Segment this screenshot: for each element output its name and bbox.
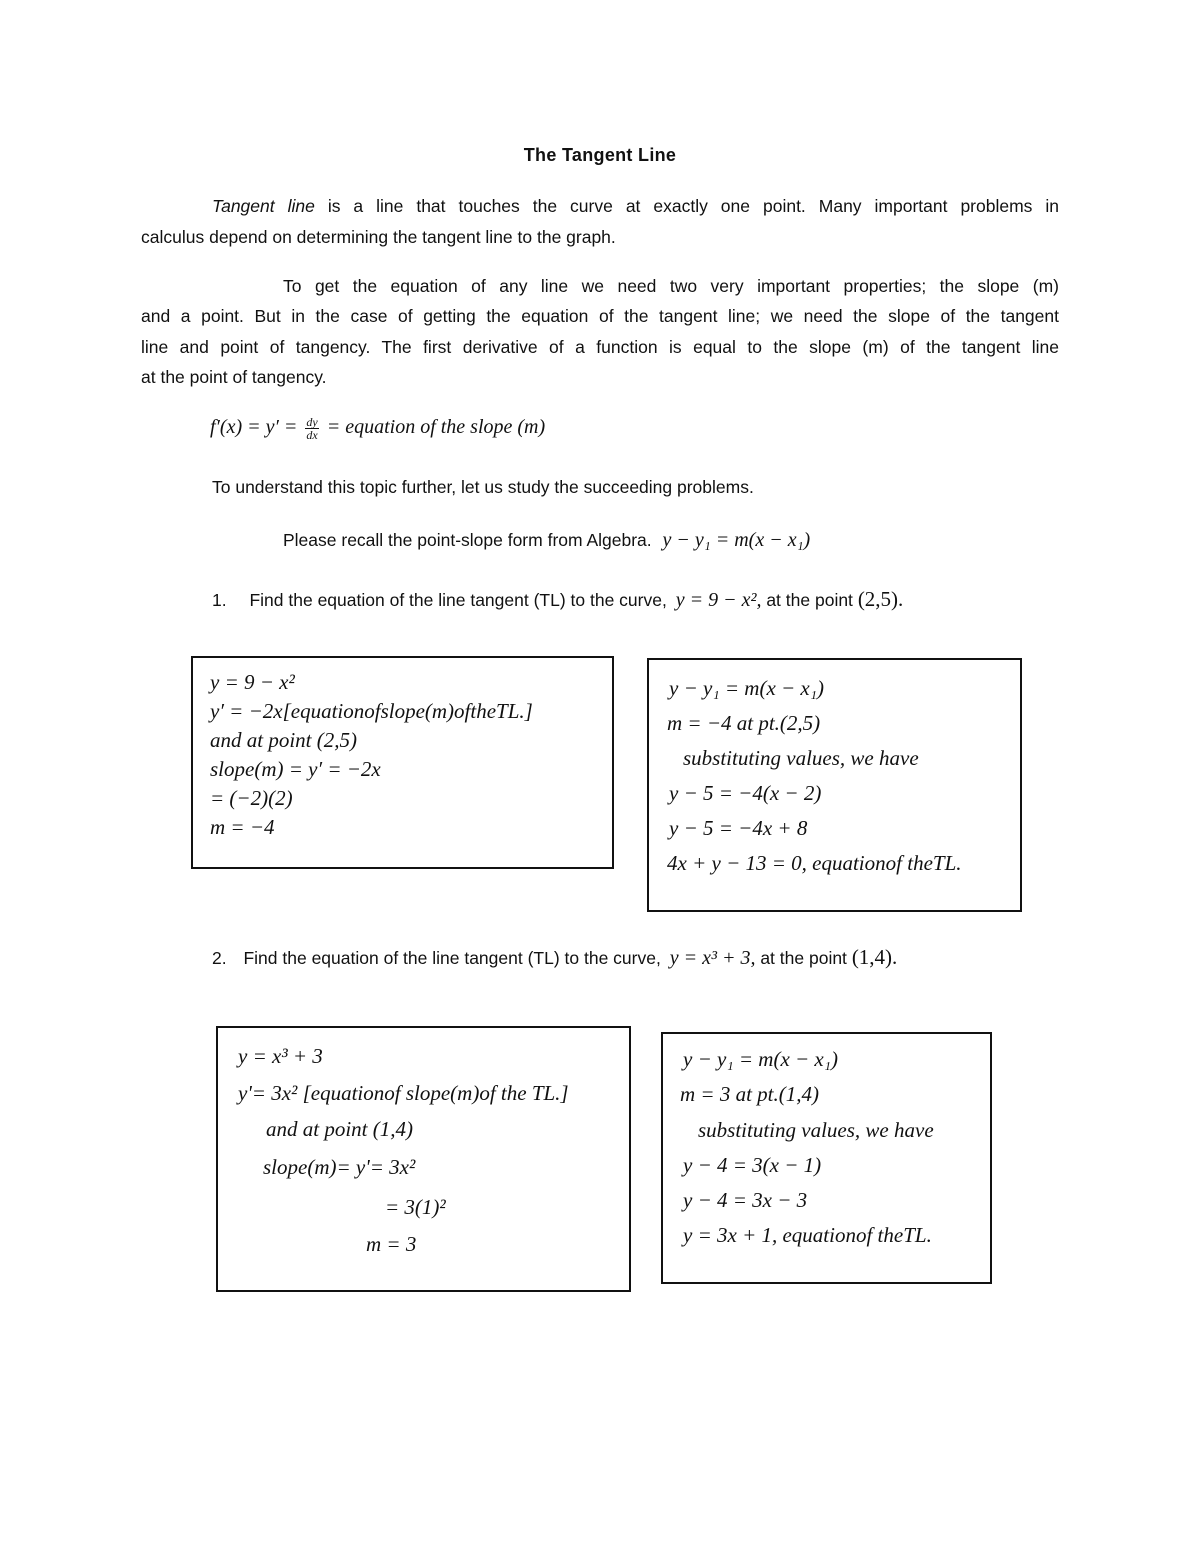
problem-1-number: 1. xyxy=(212,590,227,610)
dy-dx-fraction xyxy=(305,416,318,441)
para2-line-3: line and point of tangency. The first derivative of a function is equal to the slope (m) of the tangent line xyxy=(141,337,1059,357)
solution-box-2-right xyxy=(661,1032,992,1284)
derivative-formula-right: = equation of the slope (m) xyxy=(326,416,546,439)
box1-right-line-4: y − 5 = −4(x − 2) xyxy=(669,781,822,805)
box1-left-line-2: y′ = −2x[equationofslope(m)oftheTL.] xyxy=(210,699,533,723)
problem-2-at: at the point xyxy=(760,948,847,968)
recall-text: Please recall the point-slope form from Algebra. xyxy=(283,530,652,550)
box1-left-line-4: slope(m) = y′ = −2x xyxy=(210,757,381,781)
problem-1-point: (2,5). xyxy=(857,587,904,611)
box2-right-line-5: y − 4 = 3x − 3 xyxy=(683,1188,808,1212)
box1-left-line-3: and at point (2,5) xyxy=(210,728,357,752)
box1-left-line-5: = (−2)(2) xyxy=(210,786,293,810)
solution-box-1-left xyxy=(191,656,614,869)
problem-1-text: Find the equation of the line tangent (TL) to the curve, xyxy=(249,590,667,610)
para2-line-4: at the point of tangency. xyxy=(141,367,327,387)
fraction-denominator: dx xyxy=(306,428,318,442)
solution-box-2-left xyxy=(216,1026,631,1292)
box1-right-line-2: m = −4 at pt.(2,5) xyxy=(667,711,821,735)
box2-right-line-2: m = 3 at pt.(1,4) xyxy=(680,1082,819,1106)
intro-line-1 xyxy=(212,191,1059,222)
box2-left-line-1: y = x³ + 3 xyxy=(238,1044,323,1068)
box2-right-line-6: y = 3x + 1, equationof theTL. xyxy=(683,1223,932,1247)
box2-right-line-1: y − y₁ = m(x − x₁) xyxy=(683,1047,839,1071)
fraction-numerator: dy xyxy=(306,415,318,429)
problem-1-curve: y = 9 − x², xyxy=(675,589,762,611)
problem-1 xyxy=(212,584,903,616)
para2-line-2: and a point. But in the case of getting the equation of the tangent line; we need the slope of the tangent xyxy=(141,306,1059,326)
derivative-formula-left: f′(x) = y′ = xyxy=(210,416,298,439)
box2-left-line-4: slope(m)= y'= 3x² xyxy=(263,1155,416,1179)
para2-line-1: To get the equation of any line we need two very important properties; the slope (m) xyxy=(283,276,1059,296)
study-line: To understand this topic further, let us study the succeeding problems. xyxy=(212,477,754,497)
box1-right-line-6: 4x + y − 13 = 0, equationof theTL. xyxy=(667,851,962,875)
intro-term: Tangent line xyxy=(212,196,315,216)
intro-line-1-rest: is a line that touches the curve at exactly one point. Many important problems in xyxy=(327,196,1060,216)
box2-left-line-2: y'= 3x² [equationof slope(m)of the TL.] xyxy=(238,1081,569,1105)
problem-1-at: at the point xyxy=(766,590,853,610)
intro-line-2: calculus depend on determining the tangent line to the graph. xyxy=(141,227,616,247)
problem-2 xyxy=(212,942,897,974)
problem-2-text: Find the equation of the line tangent (TL) to the curve, xyxy=(243,948,661,968)
solution-box-1-right xyxy=(647,658,1022,912)
box2-left-line-6: m = 3 xyxy=(366,1232,417,1256)
box1-left-line-6: m = −4 xyxy=(210,815,275,839)
box2-right-line-4: y − 4 = 3(x − 1) xyxy=(683,1153,822,1177)
box1-right-line-3: substituting values, we have xyxy=(683,746,919,770)
derivative-formula xyxy=(210,416,545,441)
problem-2-number: 2. xyxy=(212,948,227,968)
box1-right-line-1: y − y₁ = m(x − x₁) xyxy=(669,676,825,700)
box2-left-line-3: and at point (1,4) xyxy=(266,1117,413,1141)
box2-right-line-3: substituting values, we have xyxy=(698,1118,934,1142)
page-title: The Tangent Line xyxy=(523,145,677,165)
point-slope-formula: y − y₁ = m(x − x₁) xyxy=(662,529,811,551)
problem-2-point: (1,4). xyxy=(851,945,898,969)
recall-line xyxy=(283,525,810,556)
box1-left-line-1: y = 9 − x² xyxy=(210,670,295,694)
box2-left-line-5: = 3(1)² xyxy=(385,1195,446,1219)
box1-right-line-5: y − 5 = −4x + 8 xyxy=(669,816,808,840)
problem-2-curve: y = x³ + 3, xyxy=(669,947,756,969)
